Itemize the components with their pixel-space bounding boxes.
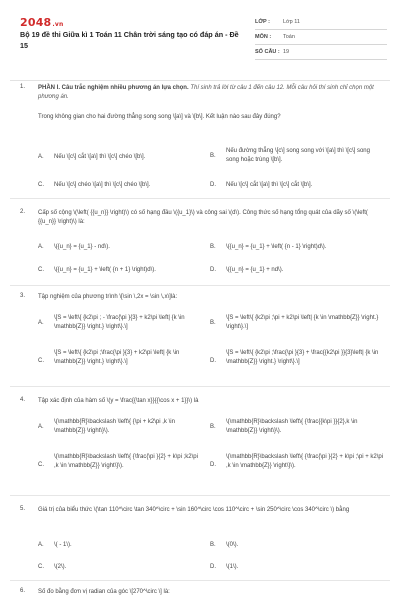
question-text: Tập nghiệm của phương trình \[\sin \,2x = \sin \,x\]là: <box>38 294 178 300</box>
meta-row-count <box>255 45 387 60</box>
question-number: 4. <box>20 397 26 403</box>
option-label: A. <box>38 244 44 250</box>
part-title: PHẦN I. Câu trắc nghiệm nhiều phương án lựa chọn. <box>38 85 189 91</box>
meta-row-subject <box>255 30 387 45</box>
question-number: 3. <box>20 293 26 299</box>
option-label: A. <box>38 320 44 326</box>
question-divider <box>10 386 390 387</box>
option-label: C. <box>38 564 44 570</box>
option-label: B. <box>210 424 216 430</box>
meta-value: Toán <box>283 34 295 40</box>
option-text: \( - 1\). <box>54 542 72 548</box>
question-text: Giá trị của biểu thức \(\tan 110^\circ \tan 340^\circ + \sin 160^\circ \cos 110^\circ + \sin 250^\circ \cos 340^\circ \) bằng <box>38 507 350 513</box>
question-number: 6. <box>20 588 26 594</box>
option-label: B. <box>210 542 216 548</box>
option-label: C. <box>38 182 44 188</box>
option-label: A. <box>38 154 44 160</box>
option-text: \[S = \left\{ {k2\pi ; - \frac{\pi }{3} + k2\pi \left| {k \in \mathbb{Z}} \right.} \right\}.\] <box>54 315 185 330</box>
logo-text: 2048 <box>20 16 52 29</box>
option-text: \(\mathbb{R}\backslash \left\{ {\frac{{k\pi }}{2},k \in \mathbb{Z}} \right\}\). <box>226 419 358 434</box>
option-label: B. <box>210 153 216 159</box>
option-text: Nếu \[c\] cắt \[a\] thì \[c\] chéo \[b\]. <box>54 154 146 160</box>
option-text: \({u_n} = {u_1} + \left( {n + 1} \right)d\). <box>54 267 156 273</box>
option-text: \[S = \left\{ {k2\pi ;\frac{\pi }{3} + \frac{{k2\pi }}{3}\left| {k \in \mathbb{Z}} \right.} \right\}.\] <box>226 350 379 365</box>
option-label: B. <box>210 320 216 326</box>
option-label: D. <box>210 358 216 364</box>
meta-key: MÔN : <box>255 34 272 40</box>
option-text: Nếu \[c\] chéo \[a\] thì \[c\] chéo \[b\]. <box>54 182 151 188</box>
question-text: Số đo bằng đơn vị radian của góc \[270^\circ \] là: <box>38 589 170 595</box>
exam-header <box>0 0 400 70</box>
option-text: \(\mathbb{R}\backslash \left\{ {\frac{\pi }{2} + k\pi ;k2\pi ,k \in \mathbb{Z}} \right\}\). <box>54 454 198 469</box>
exam-title: Bộ 19 đề thi Giữa kì 1 Toán 11 Chân trời sáng tạo có đáp án - Đề 15 <box>20 30 239 50</box>
question-divider <box>10 285 390 286</box>
option-label: A. <box>38 542 44 548</box>
option-text: \({u_n} = {u_1} + nd\). <box>226 267 284 273</box>
option-text: Nếu đường thẳng \[c\] song song với \[a\] thì \[c\] song song hoặc trùng \[b\]. <box>226 148 370 163</box>
option-label: C. <box>38 267 44 273</box>
question-number: 5. <box>20 506 26 512</box>
site-logo[interactable] <box>20 16 63 29</box>
option-text: \({u_n} = {u_1} - nd\). <box>54 244 110 250</box>
meta-key: SỐ CÂU : <box>255 49 280 55</box>
meta-value: 19 <box>283 49 290 55</box>
option-text: \(1\). <box>226 564 239 570</box>
exam-meta <box>255 15 387 60</box>
option-label: D. <box>210 564 216 570</box>
option-label: A. <box>38 424 44 430</box>
option-text: \[S = \left\{ {k2\pi ;\frac{\pi }{3} + k2\pi \left| {k \in \mathbb{Z}} \right.} \right\}.\] <box>54 350 180 365</box>
option-label: D. <box>210 267 216 273</box>
question-number: 2. <box>20 209 26 215</box>
meta-key: LỚP : <box>255 19 270 25</box>
option-text: \[S = \left\{ {k2\pi ;\pi + k2\pi \left| {k \in \mathbb{Z}} \right.} \right\}.\] <box>226 315 379 330</box>
question-divider <box>10 495 390 496</box>
option-text: \(\mathbb{R}\backslash \left\{ {\frac{\pi }{2} + k\pi ;\pi + k2\pi ,k \in \mathbb{Z}} \right\}\). <box>226 454 384 469</box>
option-label: D. <box>210 182 216 188</box>
logo-suffix: .vn <box>52 21 64 28</box>
question-divider <box>10 580 390 581</box>
option-label: B. <box>210 244 216 250</box>
question-text: Cấp số cộng \(\left( {{u_n}} \right)\) có số hạng đầu \({u_1}\) và công sai \(d\). Công thức số hạng tổng quát của dãy số \(\left( {{u_n}} \right)\) là: <box>38 210 368 225</box>
part-heading <box>38 84 383 102</box>
question-text: Tập xác định của hàm số \(y = \frac{{\tan x}}{{\cos x + 1}}\) là <box>38 398 199 404</box>
option-text: \(\mathbb{R}\backslash \left\{ {\pi + k2\pi ,k \in \mathbb{Z}} \right\}\). <box>54 419 175 434</box>
option-text: \(2\). <box>54 564 67 570</box>
question-divider <box>10 198 390 199</box>
option-label: C. <box>38 358 44 364</box>
option-label: D. <box>210 462 216 468</box>
option-label: C. <box>38 462 44 468</box>
part-instruction: Thí sinh trả lời từ câu 1 đến câu 12. Mỗi câu hỏi thí sinh chỉ chọn một phương án. <box>38 85 374 100</box>
meta-row-class <box>255 15 387 30</box>
header-divider <box>10 80 390 81</box>
question-number: 1. <box>20 84 26 90</box>
option-text: Nếu \[c\] cắt \[a\] thì \[c\] cắt \[b\]. <box>226 182 313 188</box>
question-text: Trong không gian cho hai đường thẳng song song \[a\] và \[b\]. Kết luận nào sau đây đúng? <box>38 114 281 120</box>
meta-value: Lớp 11 <box>283 19 300 25</box>
option-text: \({u_n} = {u_1} + \left( {n - 1} \right)d\). <box>226 244 327 250</box>
option-text: \(0\). <box>226 542 239 548</box>
